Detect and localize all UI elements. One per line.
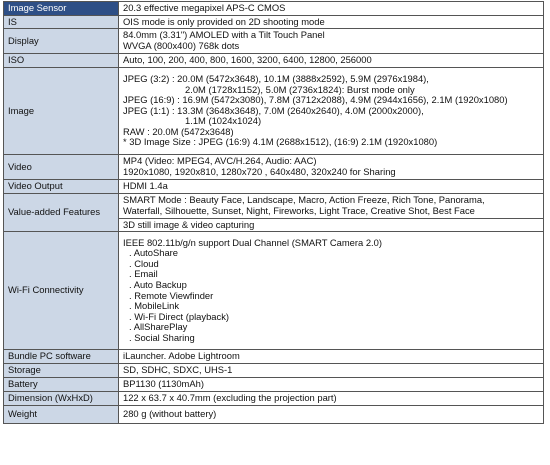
spec-label: Battery — [4, 378, 119, 392]
spec-value — [119, 350, 544, 364]
spec-line: MP4 (Video: MPEG4, AVC/H.264, Audio: AAC) — [123, 155, 317, 167]
spec-row-bundle-pc-software — [4, 350, 544, 364]
spec-row-wifi-connectivity — [4, 232, 544, 350]
spec-value — [119, 29, 544, 54]
spec-bullet: . AutoShare — [129, 247, 178, 259]
spec-bullet: . Social Sharing — [129, 331, 195, 343]
spec-value — [119, 155, 544, 180]
spec-label: Value-added Features — [4, 194, 119, 232]
spec-line: iLauncher. Adobe Lightroom — [123, 350, 240, 362]
spec-value — [119, 232, 544, 350]
spec-label: Video Output — [4, 180, 119, 194]
spec-row-weight — [4, 406, 544, 424]
spec-line: Auto, 100, 200, 400, 800, 1600, 3200, 6400, 12800, 256000 — [123, 54, 372, 66]
spec-line: 3D still image & video capturing — [123, 218, 255, 230]
spec-value — [119, 364, 544, 378]
spec-line: 122 x 63.7 x 40.7mm (excluding the projection part) — [123, 392, 337, 404]
spec-label: Video — [4, 155, 119, 180]
spec-value — [119, 2, 544, 16]
spec-value — [119, 180, 544, 194]
spec-row-dimension — [4, 392, 544, 406]
spec-line: 20.3 effective megapixel APS-C CMOS — [123, 2, 286, 14]
spec-line: HDMI 1.4a — [123, 180, 168, 192]
spec-bullet: . MobileLink — [129, 300, 180, 312]
spec-row-iso — [4, 54, 544, 68]
spec-label: ISO — [4, 54, 119, 68]
spec-value — [119, 406, 544, 424]
spec-value — [119, 392, 544, 406]
spec-label: Display — [4, 29, 119, 54]
spec-label: Storage — [4, 364, 119, 378]
spec-line: JPEG (1:1) : 13.3M (3648x3648), 7.0M (2640x2640), 4.0M (2000x2000), — [123, 104, 424, 116]
spec-bullet: . Cloud — [129, 257, 159, 269]
spec-value — [119, 16, 544, 29]
spec-line: 84.0mm (3.31") AMOLED with a Tilt Touch Panel — [123, 29, 325, 41]
spec-value — [119, 219, 544, 232]
spec-line: JPEG (3:2) : 20.0M (5472x3648), 10.1M (3888x2592), 5.9M (2976x1984), — [123, 72, 429, 84]
spec-bullet: . Remote Viewfinder — [129, 289, 214, 301]
spec-label: Wi-Fi Connectivity — [4, 232, 119, 350]
spec-row-image — [4, 68, 544, 155]
spec-line: 1920x1080, 1920x810, 1280x720 , 640x480, 320x240 for Sharing — [123, 166, 396, 177]
spec-row-display — [4, 29, 544, 54]
spec-line: 280 g (without battery) — [123, 408, 217, 420]
spec-line: 1.1M (1024x1024) — [185, 115, 262, 127]
specifications-table — [3, 1, 544, 424]
spec-row-value-added-features — [4, 194, 544, 219]
spec-value — [119, 194, 544, 219]
spec-line: * 3D Image Size : JPEG (16:9) 4.1M (2688x1512), (16:9) 2.1M (1920x1080) — [123, 136, 438, 148]
spec-row-video-output — [4, 180, 544, 194]
spec-line: WVGA (800x400) 768k dots — [123, 40, 240, 51]
spec-line: OIS mode is only provided on 2D shooting mode — [123, 15, 325, 27]
spec-value — [119, 378, 544, 392]
spec-label: Bundle PC software — [4, 350, 119, 364]
spec-label: IS — [4, 16, 119, 29]
spec-bullet: . Email — [129, 268, 158, 280]
spec-row-storage — [4, 364, 544, 378]
spec-bullet: . Wi-Fi Direct (playback) — [129, 310, 230, 322]
spec-bullet: . AllSharePlay — [129, 321, 188, 333]
spec-label: Dimension (WxHxD) — [4, 392, 119, 406]
spec-line: 2.0M (1728x1152), 5.0M (2736x1824): Burst mode only — [185, 83, 415, 95]
spec-line: BP1130 (1130mAh) — [123, 378, 204, 390]
spec-line: JPEG (16:9) : 16.9M (5472x3080), 7.8M (3712x2088), 4.9M (2944x1656), 2.1M (1920x1080) — [123, 94, 508, 106]
spec-row-is — [4, 16, 544, 29]
spec-value — [119, 68, 544, 155]
spec-line: RAW : 20.0M (5472x3648) — [123, 125, 234, 137]
spec-bullet: . Auto Backup — [129, 278, 187, 290]
spec-row-video — [4, 155, 544, 180]
spec-row-image-sensor — [4, 2, 544, 16]
spec-line: SMART Mode : Beauty Face, Landscape, Macro, Action Freeze, Rich Tone, Panorama, — [123, 194, 485, 206]
spec-label: Image — [4, 68, 119, 155]
spec-line: IEEE 802.11b/g/n support Dual Channel (SMART Camera 2.0) — [123, 236, 382, 248]
spec-row-battery — [4, 378, 544, 392]
spec-label: Weight — [4, 406, 119, 424]
spec-line: SD, SDHC, SDXC, UHS-1 — [123, 364, 233, 376]
spec-value — [119, 54, 544, 68]
spec-label: Image Sensor — [4, 2, 119, 16]
spec-line: Waterfall, Silhouette, Sunset, Night, Fireworks, Light Trace, Creative Shot, Best Face — [123, 205, 475, 216]
